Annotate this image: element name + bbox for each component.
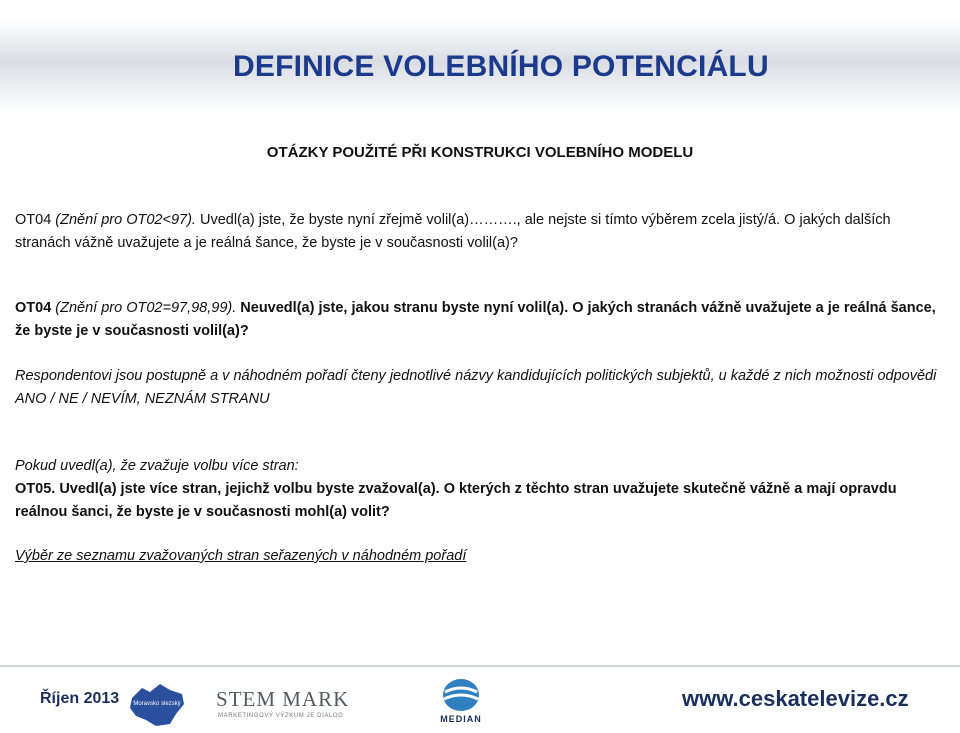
- median-logo-text: MEDIAN: [440, 714, 482, 724]
- question-text: Uvedl(a) jste, že byste nyní zřejmě volil(a)………., ale nejste si tímto výběrem zcela jistý/á. O jakých dalších stranách vážně uvažujete a je reálná šance, že byste je v současnosti volil(a)?: [15, 212, 891, 251]
- question-ot05: [15, 455, 945, 524]
- selection-note: Výběr ze seznamu zvažovaných stran seřazených v náhodném pořadí: [15, 548, 467, 564]
- question-condition: (Znění pro OT02=97,98,99).: [55, 300, 237, 316]
- question-condition: (Znění pro OT02<97).: [55, 212, 196, 228]
- website-link[interactable]: www.ceskatelevize.cz: [682, 686, 909, 711]
- page-title: DEFINICE VOLEBNÍHO POTENCIÁLU: [233, 50, 769, 83]
- median-logo: [433, 678, 489, 729]
- footer-divider: [0, 665, 960, 667]
- map-logo-text: Moravsko slezský: [133, 701, 181, 707]
- question-code: OT04: [15, 300, 52, 316]
- question-ot04-a: [15, 209, 945, 255]
- stem-mark-logo: [216, 686, 356, 725]
- stem-logo-text: STEM MARK: [216, 687, 350, 711]
- question-text: OT05. Uvedl(a) jste více stran, jejichž volbu byste zvažoval(a). O kterých z těchto stran uvažujete skutečně vážně a mají opravdu reálnou šanci, že byste je v současnosti mohl(a) volit?: [15, 481, 897, 520]
- section-subtitle: OTÁZKY POUŽITÉ PŘI KONSTRUKCI VOLEBNÍHO MODELU: [266, 144, 694, 161]
- question-code: OT04: [15, 212, 52, 228]
- respondent-note: Respondentovi jsou postupně a v náhodném pořadí čteny jednotlivé názvy kandidujících politických subjektů, u každé z nich možnosti odpovědi ANO / NE / NEVÍM, NEZNÁM STRANU: [15, 368, 937, 407]
- question-condition: Pokud uvedl(a), že zvažuje volbu více stran:: [15, 458, 299, 474]
- footer-date: Říjen 2013: [40, 690, 120, 707]
- region-map-logo: [126, 680, 188, 733]
- question-ot04-b: [15, 297, 945, 343]
- stem-tagline: MARKETINGOVÝ VÝZKUM JE DIALOG: [218, 713, 344, 719]
- question-text: Neuvedl(a) jste, jakou stranu byste nyní volil(a). O jakých stranách vážně uvažujete a je reálná šance, že byste je v současnosti volil(a)?: [15, 300, 936, 339]
